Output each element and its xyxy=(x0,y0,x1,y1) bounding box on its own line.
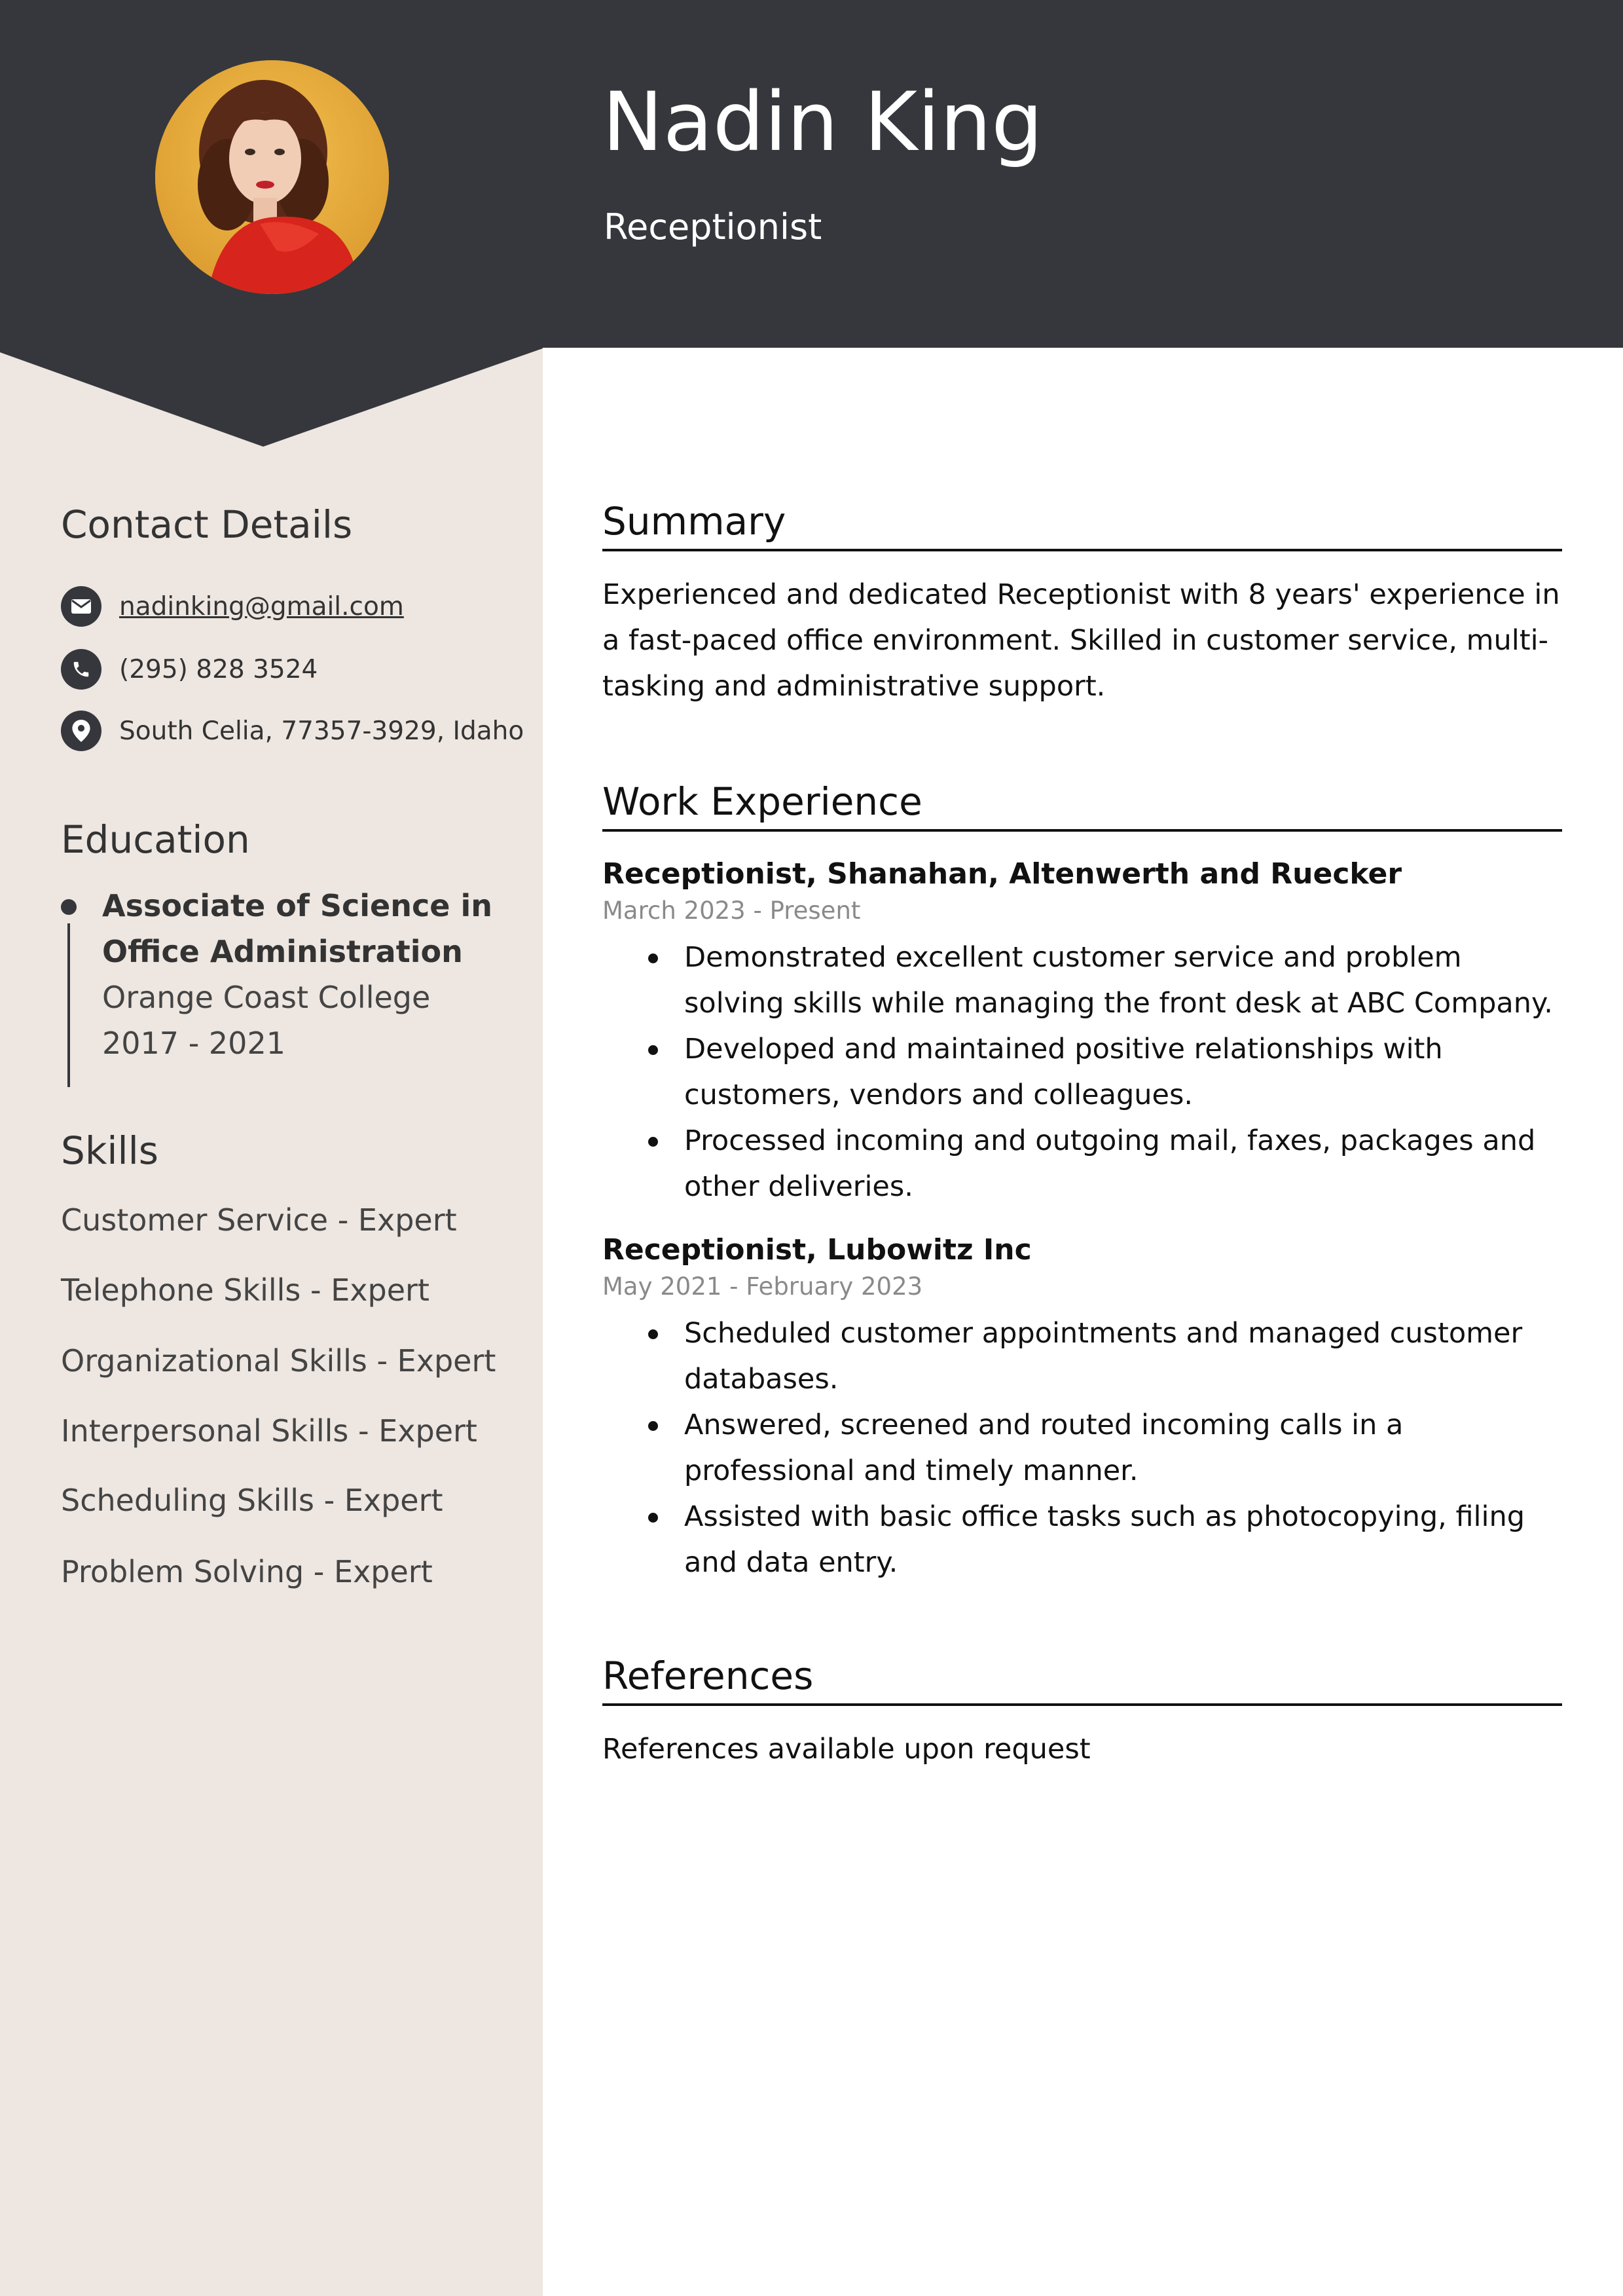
job-bullet: Scheduled customer appointments and managed customer databases. xyxy=(602,1310,1562,1402)
skill-item: Problem Solving - Expert xyxy=(61,1554,433,1589)
timeline-line xyxy=(67,923,70,1087)
contact-email[interactable] xyxy=(61,586,404,627)
job-dates: March 2023 - Present xyxy=(602,897,861,925)
section-divider xyxy=(602,1703,1562,1706)
skill-item: Interpersonal Skills - Expert xyxy=(61,1413,477,1449)
candidate-name: Nadin King xyxy=(602,75,1043,170)
skill-item: Customer Service - Expert xyxy=(61,1202,457,1238)
job-title: Receptionist, Shanahan, Altenwerth and Ruecker xyxy=(602,857,1402,891)
summary-text: Experienced and dedicated Receptionist with 8 years' experience in a fast-paced office environment. Skilled in customer service, multi-tasking and administrative support. xyxy=(602,578,1560,703)
section-divider xyxy=(602,829,1562,832)
timeline-dot xyxy=(61,899,77,915)
education-school: Orange Coast College xyxy=(102,980,431,1015)
references-text: References available upon request xyxy=(602,1733,1091,1766)
job-bullets xyxy=(602,1310,1562,1585)
contact-heading: Contact Details xyxy=(61,502,353,547)
summary-heading: Summary xyxy=(602,499,786,544)
skill-item: Scheduling Skills - Expert xyxy=(61,1483,443,1518)
section-divider xyxy=(602,549,1562,551)
education-degree: Associate of Science in Office Administration xyxy=(102,888,492,969)
contact-phone xyxy=(61,649,318,690)
job-dates: May 2021 - February 2023 xyxy=(602,1272,923,1301)
contact-address xyxy=(61,711,524,751)
location-pin-icon xyxy=(61,711,101,751)
phone-icon xyxy=(61,649,101,690)
job-title: Receptionist, Lubowitz Inc xyxy=(602,1233,1032,1267)
skills-heading: Skills xyxy=(61,1128,158,1173)
avatar xyxy=(155,60,389,294)
job-bullet: Answered, screened and routed incoming calls in a professional and timely manner. xyxy=(602,1402,1562,1494)
skill-item: Telephone Skills - Expert xyxy=(61,1272,429,1308)
candidate-role: Receptionist xyxy=(604,206,822,248)
experience-heading: Work Experience xyxy=(602,779,922,824)
education-heading: Education xyxy=(61,817,250,862)
job-bullet: Assisted with basic office tasks such as photocopying, filing and data entry. xyxy=(602,1494,1562,1585)
sidebar xyxy=(0,348,543,2296)
job-bullet: Processed incoming and outgoing mail, faxes, packages and other deliveries. xyxy=(602,1118,1562,1210)
email-icon xyxy=(61,586,101,627)
references-heading: References xyxy=(602,1654,814,1698)
phone-text: (295) 828 3524 xyxy=(119,654,318,684)
job-bullets xyxy=(602,935,1562,1210)
job-bullet: Developed and maintained positive relationships with customers, vendors and colleagues. xyxy=(602,1026,1562,1118)
header-chevron xyxy=(0,347,543,449)
email-link[interactable]: nadinking@gmail.com xyxy=(119,591,404,621)
education-years: 2017 - 2021 xyxy=(102,1026,285,1061)
job-bullet: Demonstrated excellent customer service and problem solving skills while managing the front desk at ABC Company. xyxy=(602,935,1562,1026)
address-text: South Celia, 77357-3929, Idaho xyxy=(119,716,524,746)
skill-item: Organizational Skills - Expert xyxy=(61,1343,496,1379)
